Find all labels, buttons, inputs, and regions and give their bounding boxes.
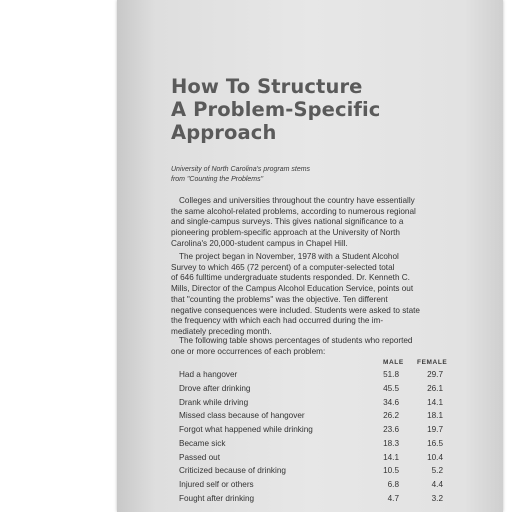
paragraph-project	[171, 252, 449, 338]
paragraph-intro	[171, 196, 449, 250]
text-line: mediately preceding month.	[171, 326, 272, 336]
text-line: The following table shows percentages of students who reported	[179, 336, 413, 345]
text-line: Survey to which 465 (72 percent) of a computer-selected total	[171, 262, 395, 272]
text-line: negative consequences were included. Students were asked to state	[171, 305, 420, 315]
title-line: How To Structure	[171, 75, 363, 98]
problems-table	[179, 370, 449, 508]
text-line: Mills, Director of the Campus Alcohol Education Service, points out	[171, 284, 414, 294]
female-value: 19.7	[427, 425, 443, 434]
table-row	[179, 453, 449, 467]
male-value: 45.5	[383, 383, 399, 393]
female-value: 26.1	[427, 383, 443, 393]
table-row	[179, 494, 449, 508]
female-value: 5.2	[431, 466, 443, 476]
subtitle-line: from "Counting the Problems"	[171, 176, 264, 183]
female-value: 14.1	[427, 397, 443, 407]
text-line: pioneering problem-specific approach at the University of North	[171, 228, 400, 238]
table-row	[179, 480, 449, 494]
table-row	[179, 425, 449, 439]
problem-label: Fought after drinking	[179, 493, 255, 503]
table-row	[179, 370, 449, 384]
problem-label: Criticized because of drinking	[179, 466, 286, 476]
male-value: 23.6	[383, 425, 399, 434]
problem-label: Had a hangover	[179, 370, 238, 379]
problem-label: Missed class because of hangover	[179, 411, 305, 421]
problem-label: Became sick	[179, 438, 226, 448]
text-line: and single-campus surveys. This gives national significance to a	[171, 217, 404, 227]
problem-label: Passed out	[179, 452, 220, 462]
problem-label: Drank while driving	[179, 397, 249, 407]
text-line: one or more occurrences of each problem:	[171, 346, 326, 356]
column-header-female: FEMALE	[417, 359, 448, 366]
text-line: that "counting the problems" was the objective. Ten different	[171, 294, 388, 304]
column-header-male: MALE	[383, 359, 404, 366]
article-subtitle	[171, 165, 471, 185]
female-value: 16.5	[427, 438, 443, 448]
text-line: Colleges and universities throughout the country have essentially	[179, 196, 415, 205]
article-title	[171, 75, 491, 144]
table-row	[179, 384, 449, 398]
title-line: Approach	[171, 121, 277, 144]
title-line: A Problem-Specific	[171, 98, 381, 121]
male-value: 6.8	[387, 480, 399, 489]
text-line: the frequency with which each had occurred during the im-	[171, 316, 384, 326]
female-value: 10.4	[427, 452, 443, 462]
subtitle-line: University of North Carolina's program stems	[171, 166, 311, 173]
problem-label: Drove after drinking	[179, 383, 251, 393]
text-line: The project began in November, 1978 with a Student Alcohol	[179, 252, 399, 261]
male-value: 18.3	[383, 438, 399, 448]
female-value: 18.1	[427, 411, 443, 421]
female-value: 4.4	[431, 480, 443, 489]
male-value: 34.6	[383, 397, 399, 407]
female-value: 29.7	[427, 370, 443, 379]
text-line: the same alcohol-related problems, according to numerous regional	[171, 206, 416, 216]
text-line: of 646 fulltime undergraduate students responded. Dr. Kenneth C.	[171, 273, 410, 283]
male-value: 26.2	[383, 411, 399, 421]
table-row	[179, 411, 449, 425]
problem-label: Injured self or others	[179, 480, 254, 489]
male-value: 51.8	[383, 370, 399, 379]
document-page	[117, 0, 503, 512]
female-value: 3.2	[431, 493, 443, 503]
male-value: 14.1	[383, 452, 399, 462]
text-line: Carolina's 20,000-student campus in Chapel Hill.	[171, 238, 348, 248]
male-value: 4.7	[387, 493, 399, 503]
table-row	[179, 439, 449, 453]
problem-label: Forgot what happened while drinking	[179, 425, 313, 434]
table-row	[179, 466, 449, 480]
table-row	[179, 398, 449, 412]
male-value: 10.5	[383, 466, 399, 476]
paragraph-table-intro	[171, 336, 449, 357]
